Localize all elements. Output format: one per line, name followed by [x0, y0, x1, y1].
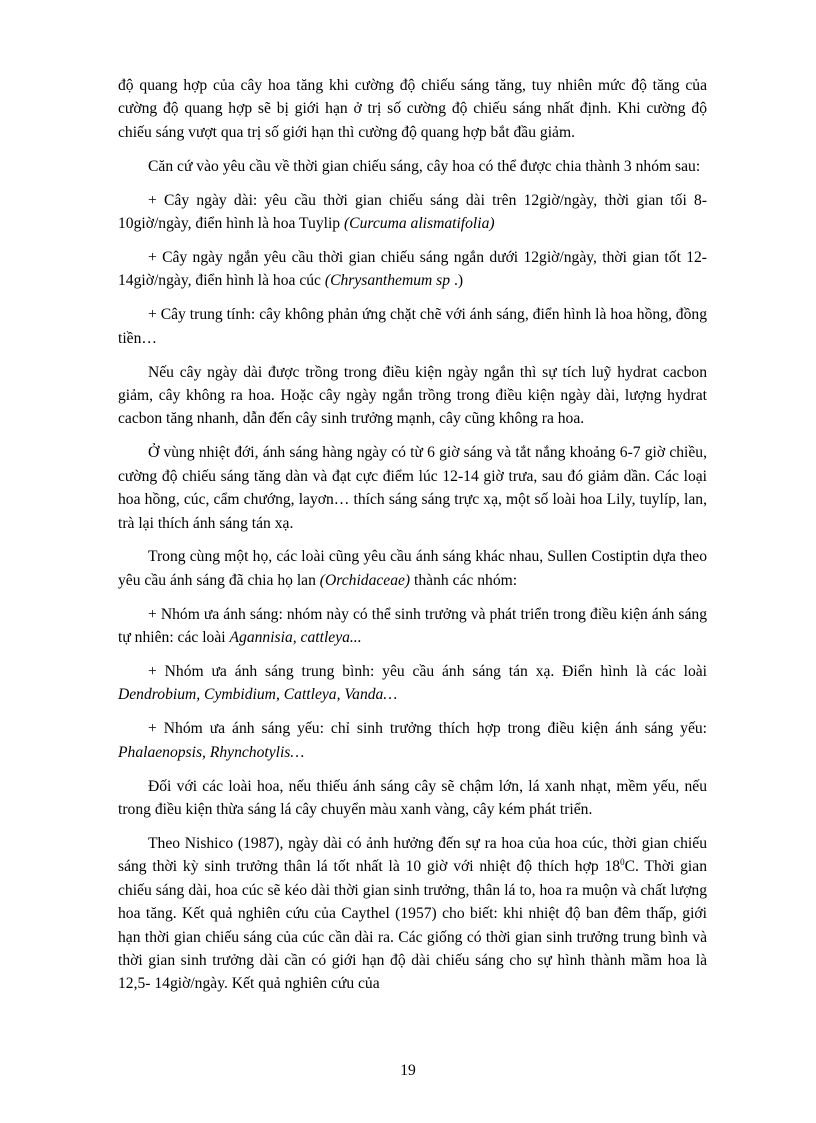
- paragraph-medium-light-group: + Nhóm ưa ánh sáng trung bình: yêu cầu ánh sáng tán xạ. Điển hình là các loài Dendrobium, Cymbidium, Cattleya, Vanda…: [118, 663, 707, 704]
- paragraph-nishico-research: Theo Nishico (1987), ngày dài có ảnh hưởng đến sự ra hoa của hoa cúc, thời gian chiếu sáng thời kỳ sinh trưởng thân lá tốt nhất là 10 giờ với nhiệt độ thích hợp $18^0C$. Thời gian chiếu sáng dài, hoa cúc sẽ kéo dài thời gian sinh trưởng, thân lá to, hoa ra muộn và chất lượng hoa tăng. Kết quả nghiên cứu của Caythel (1957) cho biết: khi nhiệt độ ban đêm thấp, giới hạn thời gian chiếu sáng của cúc cần dài ra. Các giống có thời gian sinh trưởng trung bình và thời gian sinh trưởng dài cần có giới hạn độ dài chiếu sáng cho sự hình thành mầm hoa là 12,5- 14giờ/ngày. Kết quả nghiên cứu của: [118, 834, 707, 993]
- species-name: (Curcuma alismatifolia): [343, 215, 495, 233]
- paragraph-short-day-plants: + Cây ngày ngắn yêu cầu thời gian chiếu sáng ngắn dưới 12giờ/ngày, thời gian tốt 12- 14giờ/ngày, điển hình là hoa cúc (Chrysanthemum sp .): [118, 248, 707, 290]
- family-name: (Orchidaceae): [319, 571, 411, 589]
- paragraph-low-light-group: + Nhóm ưa ánh sáng yếu: chỉ sinh trưởng thích hợp trong điều kiện ánh sáng yếu: Phalaenopsis, Rhynchotylis…: [118, 720, 707, 761]
- body-text: [118, 74, 707, 1006]
- paragraph-light-intensity: độ quang hợp của cây hoa tăng khi cường độ chiếu sáng tăng, tuy nhiên mức độ tăng của cường độ quang hợp sẽ bị giới hạn ở trị số cường độ chiếu sáng nhất định. Khi cường độ chiếu sáng vượt qua trị số giới hạn thì cường độ quang hợp bắt đầu giảm.: [118, 77, 707, 141]
- page-number: 19: [400, 1062, 416, 1079]
- paragraph-light-deficiency: Đối với các loài hoa, nếu thiếu ánh sáng cây sẽ chậm lớn, lá xanh nhạt, mềm yếu, nếu trong điều kiện thừa sáng lá cây chuyển màu xanh vàng, cây kém phát triển.: [118, 777, 707, 819]
- paragraph-light-loving-group: + Nhóm ưa ánh sáng: nhóm này có thể sinh trưởng và phát triển trong điều kiện ánh sáng tự nhiên: các loài Agannisia, cattleya...: [118, 605, 707, 647]
- species-name: Phalaenopsis, Rhynchotylis…: [118, 743, 305, 761]
- species-name: (Chrysanthemum sp: [324, 272, 451, 290]
- species-name: Dendrobium, Cymbidium, Cattleya, Vanda…: [118, 686, 398, 704]
- paragraph-orchid-groups: Trong cùng một họ, các loài cũng yêu cầu ánh sáng khác nhau, Sullen Costiptin dựa theo yêu cầu ánh sáng đã chia họ lan (Orchidaceae) thành các nhóm:: [118, 548, 707, 589]
- paragraph-photoperiod-groups: Căn cứ vào yêu cầu về thời gian chiếu sáng, cây hoa có thể được chia thành 3 nhóm sau:: [148, 157, 701, 175]
- paragraph-neutral-plants: + Cây trung tính: cây không phản ứng chặt chẽ với ánh sáng, điển hình là hoa hồng, đồng tiền…: [118, 306, 707, 347]
- species-name: Agannisia, cattleya...: [229, 629, 362, 647]
- paragraph-long-day-plants: + Cây ngày dài: yêu cầu thời gian chiếu sáng dài trên 12giờ/ngày, thời gian tối 8-10giờ/ngày, điển hình là hoa Tuylip (Curcuma alismatifolia): [118, 191, 707, 233]
- paragraph-day-length-effects: Nếu cây ngày dài được trồng trong điều kiện ngày ngắn thì sự tích luỹ hydrat cacbon giảm, cây không ra hoa. Hoặc cây ngày ngắn trồng trong điều kiện ngày dài, lượng hydrat cacbon tăng nhanh, dẫn đến cây sinh trưởng mạnh, cây cũng không ra hoa.: [118, 363, 707, 428]
- paragraph-tropical-light: Ở vùng nhiệt đới, ánh sáng hàng ngày có từ 6 giờ sáng và tắt nắng khoảng 6-7 giờ chiều, cường độ chiếu sáng tăng dàn và đạt cực điểm lúc 12-14 giờ trưa, sau đó giảm dần. Các loại hoa hồng, cúc, cẩm chướng, layơn… thích sáng sáng trực xạ, một số loài hoa Lily, tuylíp, lan, trà lại thích ánh sáng tán xạ.: [118, 444, 707, 532]
- degree-superscript: 0: [620, 857, 625, 868]
